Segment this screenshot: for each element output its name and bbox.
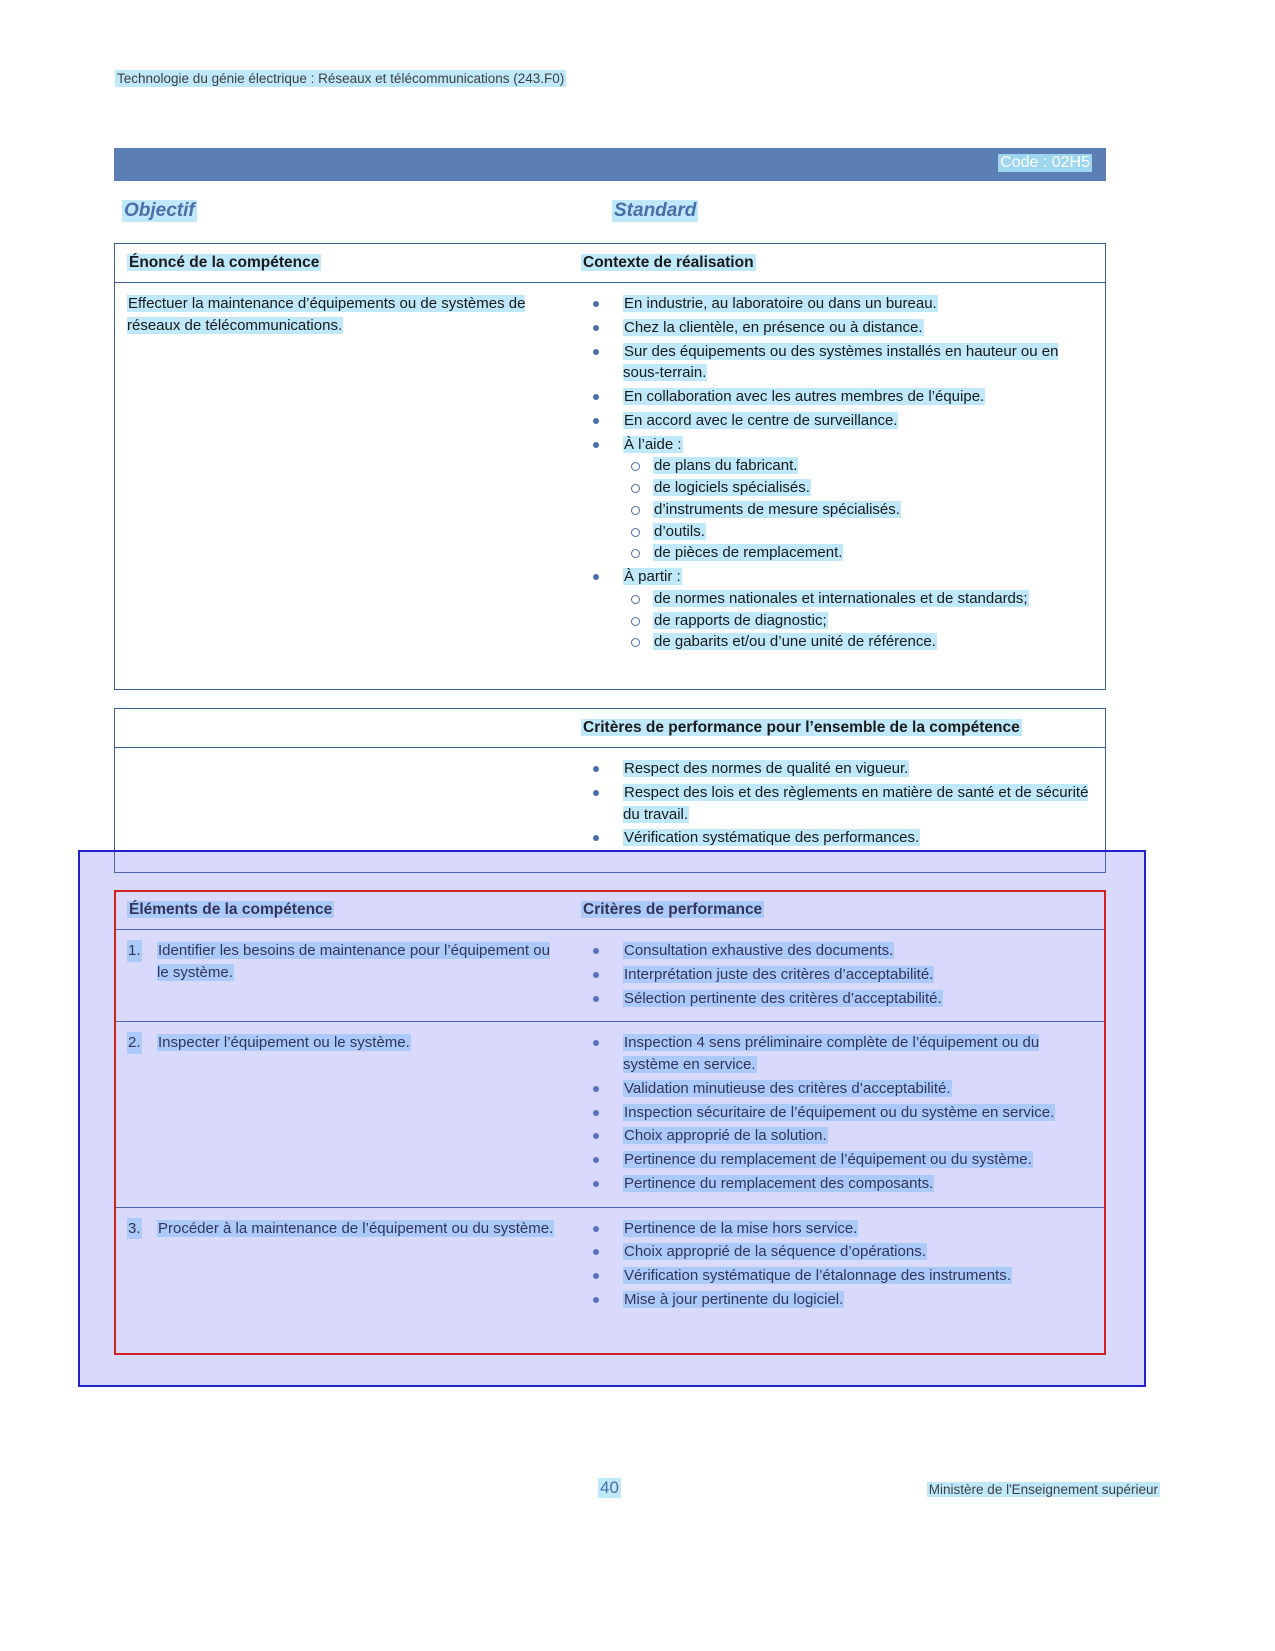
global-criteria-list [581,758,1095,849]
list-item: de pièces de remplacement. [623,542,1095,564]
list-item: de rapports de diagnostic; [623,610,1095,632]
competence-statement-cell: Effectuer la maintenance d’équipements ou de systèmes de réseaux de télécommunications. [127,295,526,334]
list-item: Chez la clientèle, en présence ou à distance. [581,317,1095,339]
table-global-criteria [114,708,1106,873]
table-competence-header-row [115,244,1105,282]
table-global-criteria-body-row [115,747,1105,861]
criteria-list [581,940,1095,1009]
list-item: Choix approprié de la solution. [581,1125,1095,1147]
contexte-list [581,293,1095,653]
list-item: Pertinence du remplacement de l’équipement ou du système. [581,1149,1095,1171]
table-competence [114,243,1106,690]
table-row [115,1207,1105,1323]
element-ordered-list [127,1218,557,1240]
standard-label: Standard [614,200,697,221]
list-item: Vérification systématique de l’étalonnage des instruments. [581,1265,1095,1287]
list-item: En collaboration avec les autres membres de l’équipe. [581,386,1095,408]
list-item: Interprétation juste des critères d’acceptabilité. [581,964,1095,986]
list-item: de logiciels spécialisés. [623,477,1095,499]
criteria-cell [567,930,1105,1021]
objectif-label: Objectif [124,200,195,221]
list-item: Inspection sécuritaire de l’équipement ou du système en service. [581,1102,1095,1124]
list-item: À l’aide : de plans du fabricant. de logiciels spécialisés. d’instruments de mesure spécialisés. d’outils. de pièces de remplacement. [581,434,1095,565]
list-item: Mise à jour pertinente du logiciel. [581,1289,1095,1311]
element-ordered-list [127,1032,557,1054]
list-item: Choix approprié de la séquence d’opérations. [581,1241,1095,1263]
criteria-list [581,1218,1095,1311]
contexte-sublist-partir [623,588,1095,653]
list-item: 3. Procéder à la maintenance de l’équipement ou du système. [127,1218,557,1240]
table-row [115,929,1105,1021]
list-item: 2. Inspecter l’équipement ou le système. [127,1032,557,1054]
code-bar [114,148,1106,181]
list-item: Respect des normes de qualité en vigueur. [581,758,1095,780]
element-cell [115,1208,567,1323]
header-cell-contexte: Contexte de réalisation [583,254,754,271]
global-criteria-list-cell [567,748,1105,861]
list-item: de gabarits et/ou d’une unité de référence. [623,631,1095,653]
objectif-standard-row [114,200,1106,228]
list-item: Pertinence du remplacement des composants. [581,1173,1095,1195]
table-global-criteria-header-row [115,709,1105,747]
document-header-text: Technologie du génie électrique : Réseaux et télécommunications (243.F0) [117,71,565,86]
element-cell [115,1022,567,1206]
page-number: 40 [600,1478,619,1497]
list-item: 1. Identifier les besoins de maintenance pour l’équipement ou le système. [128,942,550,981]
list-item: En industrie, au laboratoire ou dans un bureau. [581,293,1095,315]
contexte-list-cell [567,283,1105,665]
element-cell [115,930,567,1021]
contexte-sublist-aide [623,455,1095,564]
table-competence-body-row [115,282,1105,665]
table-elements-header-row [115,891,1105,929]
header-cell-criteres: Critères de performance [583,901,763,918]
list-item: Sur des équipements ou des systèmes installés en hauteur ou en sous-terrain. [581,341,1095,385]
list-item: de normes nationales et internationales et de standards; [623,588,1095,610]
criteria-list [581,1032,1095,1194]
list-item: À partir : de normes nationales et internationales et de standards; de rapports de diagnostic; de gabarits et/ou d’une unité de référence. [581,566,1095,653]
header-cell-empty [115,709,567,747]
list-item: d’outils. [623,521,1095,543]
list-item: de plans du fabricant. [623,455,1095,477]
header-cell-criteres-ensemble: Critères de performance pour l’ensemble de la compétence [583,719,1020,736]
list-item: Consultation exhaustive des documents. [581,940,1095,962]
header-cell-enonce: Énoncé de la compétence [129,254,320,271]
list-item: d’instruments de mesure spécialisés. [623,499,1095,521]
table-row [115,1021,1105,1206]
header-cell-elements: Éléments de la compétence [129,901,333,918]
footer-ministry: Ministère de l'Enseignement supérieur [928,1482,1158,1497]
list-item: Vérification systématique des performances. [581,827,1095,849]
criteria-cell [567,1208,1105,1323]
list-item: Inspection 4 sens préliminaire complète de l’équipement ou du système en service. [581,1032,1095,1076]
table-elements-criteria [114,890,1106,1355]
list-item: En accord avec le centre de surveillance. [581,410,1095,432]
list-item: Pertinence de la mise hors service. [581,1218,1095,1240]
list-item: Respect des lois et des règlements en matière de santé et de sécurité du travail. [581,782,1095,826]
element-ordered-list [127,940,557,984]
body-cell-empty [115,748,567,861]
competence-code: Code : 02H5 [1000,154,1090,171]
list-item: Sélection pertinente des critères d’acceptabilité. [581,988,1095,1010]
list-item: Validation minutieuse des critères d’acceptabilité. [581,1078,1095,1100]
criteria-cell [567,1022,1105,1206]
